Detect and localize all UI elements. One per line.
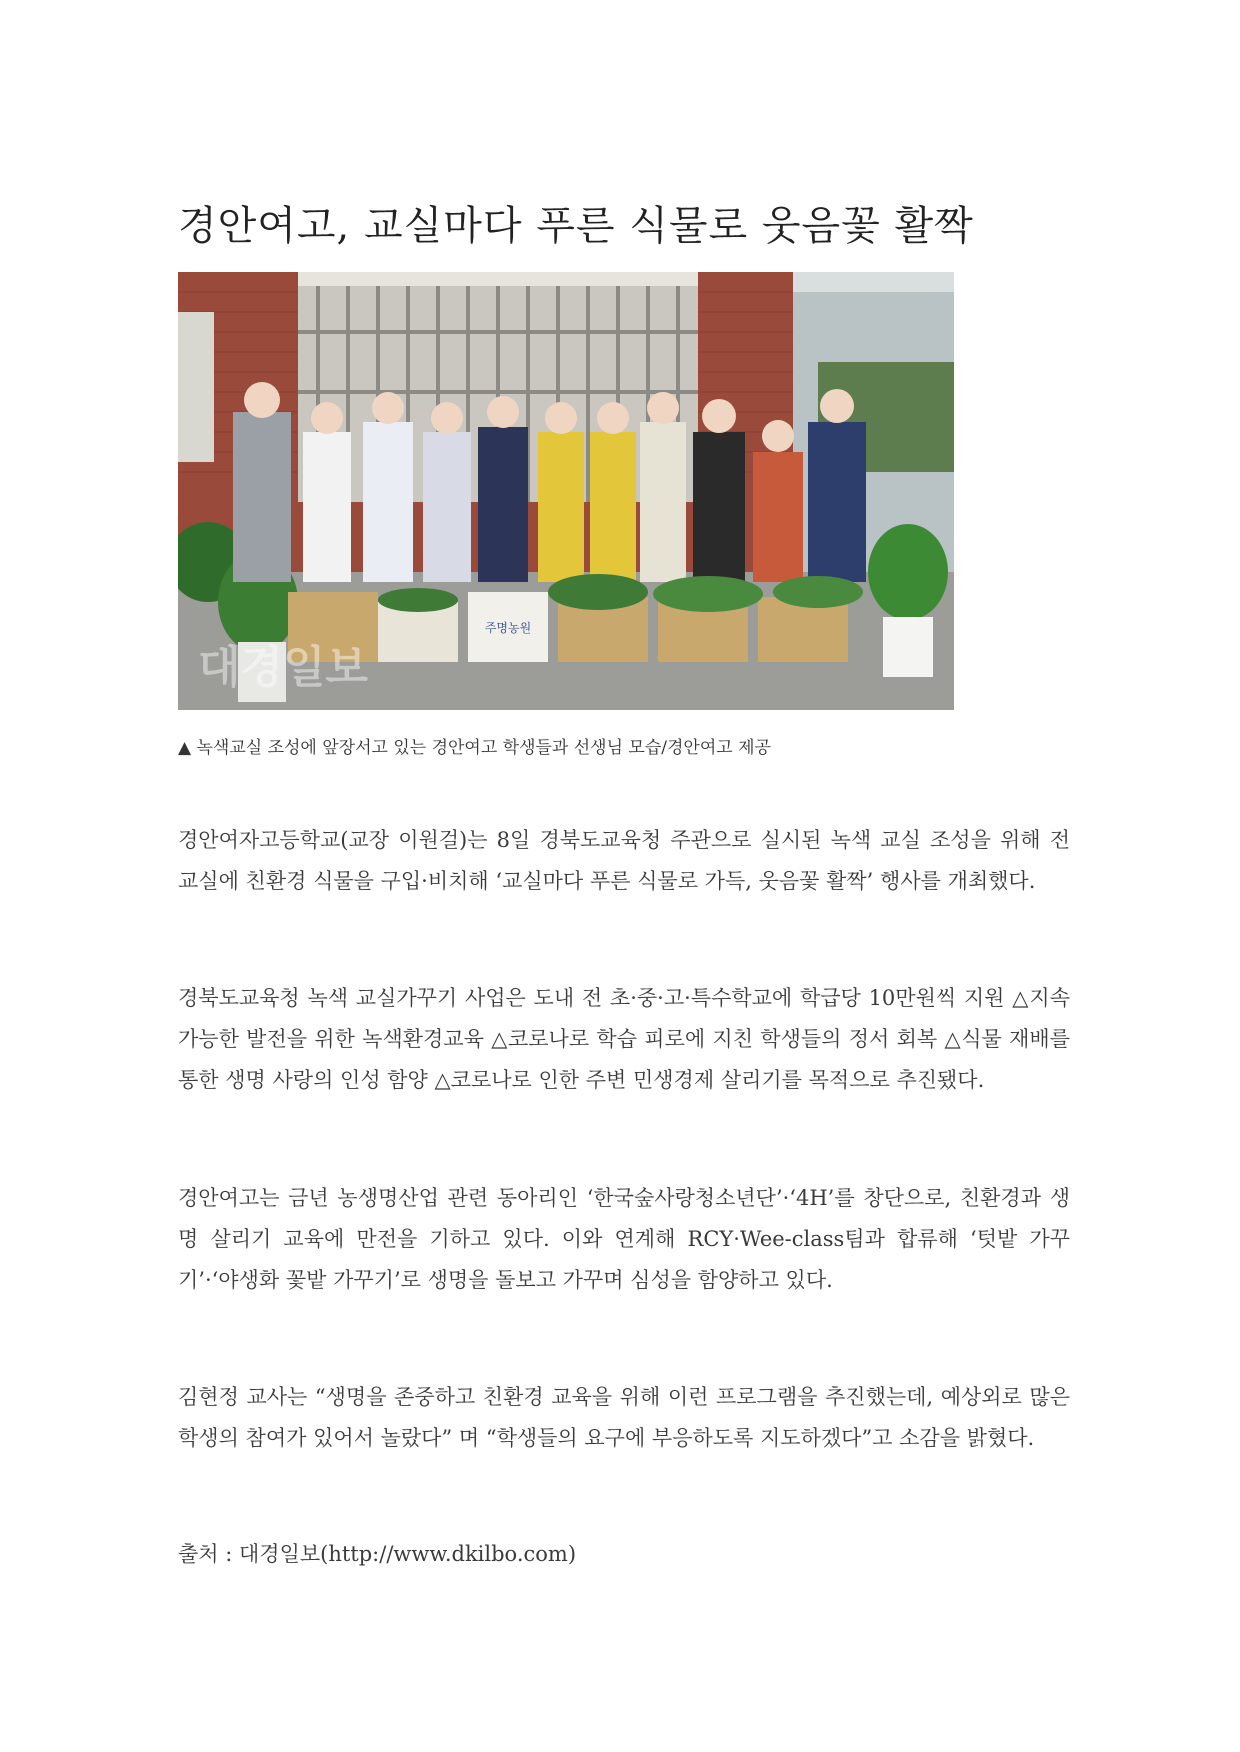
paragraph-3: 경안여고는 금년 농생명산업 관련 동아리인 ‘한국숲사랑청소년단’·‘4H’를 창단으로, 친환경과 생명 살리기 교육에 만전을 기하고 있다. 이와 연계해 RCY·Wee-class팀과 합류해 ‘텃밭 가꾸기’·‘야생화 꽃밭 가꾸기’로 생명을 돌보고 가꾸며 심성을 함양하고 있다. (178, 1186, 1070, 1292)
photo-box-label: 주명농원 (484, 621, 532, 635)
paragraph-2: 경북도교육청 녹색 교실가꾸기 사업은 도내 전 초·중·고·특수학교에 학급당 10만원씩 지원 △지속가능한 발전을 위한 녹색환경교육 △코로나로 학습 피로에 지친 학생들의 정서 회복 △식물 재배를 통한 생명 사랑의 인성 함양 △코로나로 인한 주변 민생경제 살리기를 목적으로 추진됐다. (178, 986, 1070, 1092)
photo-caption: ▲ 녹색교실 조성에 앞장서고 있는 경안여고 학생들과 선생님 모습/경안여고 제공 (178, 738, 771, 758)
photo-watermark: 대경일보 (198, 642, 369, 693)
source-credit: 출처 : 대경일보(http://www.dkilbo.com) (178, 1542, 577, 1566)
photo-illustration (178, 272, 954, 710)
paragraph-4: 김현정 교사는 “생명을 존중하고 친환경 교육을 위해 이런 프로그램을 추진했는데, 예상외로 많은 학생의 참여가 있어서 놀랐다” 며 “학생들의 요구에 부응하도록 지도하겠다”고 소감을 밝혔다. (178, 1385, 1070, 1450)
paragraph-1: 경안여자고등학교(교장 이원걸)는 8일 경북도교육청 주관으로 실시된 녹색 교실 조성을 위해 전 교실에 친환경 식물을 구입·비치해 ‘교실마다 푸른 식물로 가득, 웃음꽃 활짝’ 행사를 개최했다. (178, 828, 1070, 893)
article-title: 경안여고, 교실마다 푸른 식물로 웃음꽃 활짝 (178, 203, 974, 249)
article-photo (178, 272, 954, 710)
